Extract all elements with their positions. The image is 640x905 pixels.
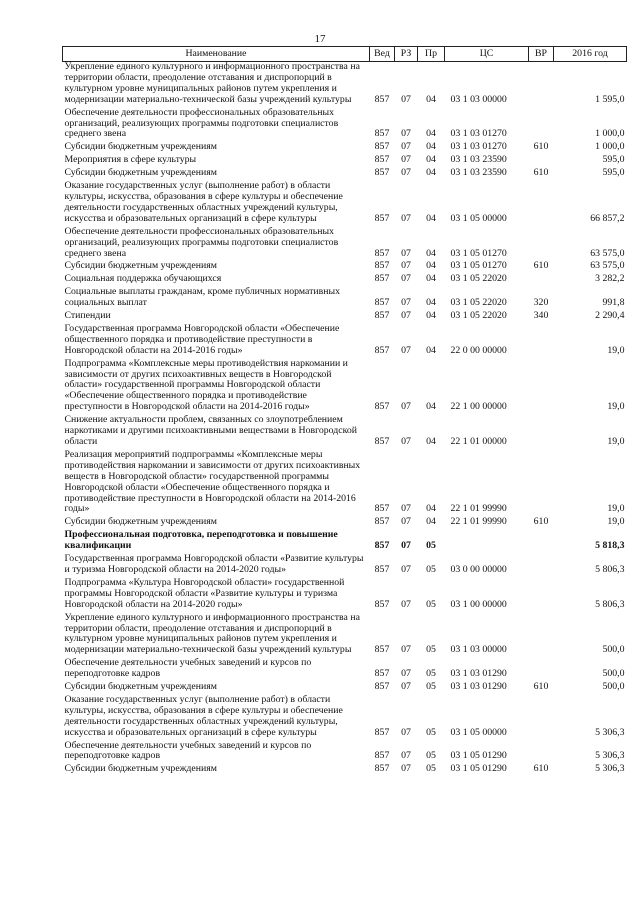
row-vr (529, 227, 554, 262)
row-pr: 05 (426, 598, 436, 610)
row-name: Укрепление единого культурного и информационного пространства на территории области, преодоление отставания и диспропорций в культурном уровне муниципальных районов путем укрепления и модернизации материально-технической базы учреждений культуры (64, 61, 360, 105)
table-row (63, 741, 627, 765)
header-cs: ЦС (445, 47, 529, 62)
row-rz: 07 (401, 401, 411, 413)
row-pr: 04 (426, 436, 436, 447)
row-name: Социальная поддержка обучающихся (64, 273, 222, 285)
row-cs: 22 1 01 00000 (450, 436, 507, 447)
table-row (63, 578, 627, 613)
row-ved: 857 (374, 260, 390, 272)
row-ved: 857 (374, 344, 390, 356)
row-ved: 857 (374, 401, 390, 413)
row-pr: 04 (426, 503, 436, 515)
row-ved: 857 (374, 763, 390, 775)
row-rz: 07 (401, 750, 411, 762)
row-pr: 05 (426, 644, 436, 656)
row-name: Социальные выплаты гражданам, кроме публичных нормативных социальных выплат (64, 286, 340, 309)
table-row (63, 415, 627, 450)
row-rz: 07 (401, 681, 411, 693)
header-year: 2016 год (554, 47, 627, 62)
row-ved: 857 (374, 516, 390, 528)
row-amount: 1 000,0 (595, 141, 625, 153)
row-pr: 05 (426, 681, 436, 693)
row-rz: 07 (401, 540, 411, 552)
row-cs: 03 1 05 22020 (450, 297, 507, 309)
table-row (63, 324, 627, 359)
row-ved: 857 (374, 726, 390, 738)
row-ved: 857 (374, 154, 390, 166)
row-vr: 610 (533, 167, 549, 179)
row-vr: 610 (533, 681, 549, 693)
row-name: Обеспечение деятельности профессиональных образовательных организаций, реализующих программы подготовки специалистов среднего звена (64, 225, 339, 259)
row-amount: 5 306,3 (595, 763, 625, 775)
row-vr: 610 (533, 141, 549, 153)
row-amount: 5 818,3 (595, 540, 625, 552)
table-row (63, 287, 627, 311)
row-amount: 19,0 (607, 503, 625, 515)
row-ved: 857 (374, 141, 390, 153)
table-row (63, 108, 627, 143)
row-rz: 07 (401, 763, 411, 775)
row-vr (529, 415, 554, 450)
row-amount: 595,0 (602, 154, 625, 166)
row-name: Субсидии бюджетным учреждениям (64, 516, 217, 528)
row-rz: 07 (401, 93, 411, 105)
row-rz: 07 (401, 644, 411, 656)
row-name: Стипендии (64, 310, 111, 322)
row-rz: 07 (401, 668, 411, 680)
row-rz: 07 (401, 297, 411, 309)
page-number: 17 (314, 33, 326, 45)
row-name: Подпрограмма «Культура Новгородской области» государственной программы Новгородской области «Развитие культуры и туризма Новгородской области на 2014-2020 годы» (64, 576, 345, 610)
row-pr: 04 (426, 167, 436, 179)
row-ved: 857 (374, 750, 390, 762)
row-pr: 04 (426, 128, 436, 140)
row-rz: 07 (401, 141, 411, 153)
row-name: Субсидии бюджетным учреждениям (64, 763, 217, 775)
row-amount: 991,8 (602, 297, 625, 309)
row-ved: 857 (374, 436, 390, 447)
row-ved: 857 (374, 681, 390, 693)
row-vr (529, 359, 554, 416)
row-cs: 03 1 05 22020 (450, 273, 507, 285)
row-cs: 03 1 05 01290 (450, 750, 507, 762)
row-name: Субсидии бюджетным учреждениям (64, 167, 217, 179)
row-amount: 3 282,2 (595, 273, 625, 285)
row-rz: 07 (401, 260, 411, 272)
row-pr: 04 (426, 401, 436, 413)
row-name: Укрепление единого культурного и информационного пространства на территории области, преодоление отставания и диспропорций в культурном уровне муниципальных районов путем укрепления и модернизации материально-технической базы учреждений культуры (64, 611, 360, 656)
row-name: Снижение актуальности проблем, связанных со злоупотреблением наркотиками и другими психоактивными веществами в Новгородской области (64, 414, 358, 447)
row-vr (529, 108, 554, 143)
row-cs: 03 1 03 01270 (450, 141, 507, 153)
row-ved: 857 (374, 310, 390, 322)
row-cs: 03 1 03 00000 (450, 644, 507, 656)
row-rz: 07 (401, 154, 411, 166)
row-vr: 320 (533, 297, 549, 309)
row-name: Обеспечение деятельности учебных заведений и курсов по переподготовке кадров (64, 739, 312, 762)
row-name: Государственная программа Новгородской области «Обеспечение общественного порядка и противодействие преступности в Новгородской области на 2014-2016 годы» (64, 322, 340, 356)
header-ved: Вед (370, 47, 395, 62)
row-ved: 857 (374, 668, 390, 680)
row-vr (529, 741, 554, 765)
row-name: Обеспечение деятельности учебных заведений и курсов по переподготовке кадров (64, 657, 312, 680)
row-amount: 63 575,0 (590, 260, 625, 272)
row-amount: 5 306,3 (595, 750, 625, 762)
row-pr: 05 (426, 726, 436, 738)
row-amount: 500,0 (602, 644, 625, 656)
row-ved: 857 (374, 128, 390, 140)
row-pr: 05 (426, 668, 436, 680)
header-name: Наименование (63, 47, 370, 62)
row-vr (529, 613, 554, 659)
row-amount: 19,0 (607, 436, 625, 447)
row-ved: 857 (374, 273, 390, 285)
row-amount: 1 000,0 (595, 128, 625, 140)
row-ved: 857 (374, 297, 390, 309)
row-cs: 03 1 05 22020 (450, 310, 507, 322)
row-pr: 05 (426, 540, 436, 552)
row-name: Субсидии бюджетным учреждениям (64, 141, 217, 153)
row-ved: 857 (374, 644, 390, 656)
row-cs: 03 1 00 00000 (450, 598, 507, 610)
row-ved: 857 (374, 598, 390, 610)
table-row (63, 311, 627, 324)
table-row (63, 613, 627, 659)
row-rz: 07 (401, 516, 411, 528)
row-cs: 03 1 05 01270 (450, 247, 507, 259)
row-vr: 610 (533, 763, 549, 775)
row-name: Государственная программа Новгородской области «Развитие культуры и туризма Новгородской области на 2014-2020 годы» (64, 553, 364, 575)
row-pr: 04 (426, 212, 436, 224)
row-pr: 04 (426, 260, 436, 272)
row-cs: 03 1 03 01290 (450, 681, 507, 693)
row-cs (445, 530, 529, 554)
row-cs: 03 1 03 23590 (450, 154, 507, 166)
table-row (63, 62, 627, 108)
row-rz: 07 (401, 212, 411, 224)
row-pr: 04 (426, 297, 436, 309)
row-vr (529, 274, 554, 287)
row-cs: 22 1 01 99990 (450, 503, 507, 515)
row-amount: 500,0 (602, 668, 625, 680)
row-rz: 07 (401, 436, 411, 447)
row-rz: 07 (401, 310, 411, 322)
row-pr: 04 (426, 93, 436, 105)
row-name: Субсидии бюджетным учреждениям (64, 260, 217, 272)
row-cs: 03 1 05 00000 (450, 212, 507, 224)
row-amount: 19,0 (607, 344, 625, 356)
row-cs: 22 1 00 00000 (450, 401, 507, 413)
table-row (63, 554, 627, 578)
row-name: Оказание государственных услуг (выполнение работ) в области культуры, искусства, образования в сфере культуры и обеспечение деятельности государственных областных учреждений культуры, искусства и образовательных организаций в сфере культуры (64, 180, 343, 224)
table-body (63, 62, 627, 778)
row-name: Подпрограмма «Комплексные меры противодействия наркомании и зависимости от других психоактивных веществ в Новгородской области» государственной программы Новгородской области «Обеспечение общественного порядка и противодействие преступности в Новгородской области на 2014-2016 годы» (64, 357, 348, 413)
row-cs: 03 1 05 00000 (450, 726, 507, 738)
table-header (63, 47, 627, 62)
row-amount: 63 575,0 (590, 247, 625, 259)
row-cs: 03 0 00 00000 (450, 563, 507, 575)
row-name: Мероприятия в сфере культуры (64, 154, 197, 166)
row-amount: 5 806,3 (595, 598, 625, 610)
row-vr (529, 658, 554, 682)
row-vr (529, 695, 554, 741)
row-amount: 5 306,3 (595, 726, 625, 738)
row-ved: 857 (374, 93, 390, 105)
row-rz: 07 (401, 598, 411, 610)
row-pr: 04 (426, 344, 436, 356)
row-vr: 610 (533, 516, 549, 528)
row-pr: 04 (426, 247, 436, 259)
table-row (63, 450, 627, 517)
row-amount: 1 595,0 (595, 93, 625, 105)
header-pr: Пр (418, 47, 445, 62)
row-cs: 22 1 01 99990 (450, 516, 507, 528)
table-row (63, 227, 627, 262)
table-row (63, 682, 627, 695)
table-row (63, 359, 627, 416)
row-rz: 07 (401, 726, 411, 738)
row-amount: 19,0 (607, 516, 625, 528)
header-vr: ВР (529, 47, 554, 62)
row-name: Оказание государственных услуг (выполнение работ) в области культуры, искусства, образования в сфере культуры и обеспечение деятельности государственных областных учреждений культуры, искусства и образовательных организаций в сфере культуры (64, 693, 343, 738)
table-row (63, 181, 627, 227)
row-pr: 04 (426, 273, 436, 285)
row-ved: 857 (374, 212, 390, 224)
row-amount: 2 290,4 (595, 310, 625, 322)
row-pr: 04 (426, 516, 436, 528)
row-amount: 66 857,2 (590, 212, 625, 224)
row-cs: 03 1 03 23590 (450, 167, 507, 179)
row-cs: 03 1 03 01270 (450, 128, 507, 140)
row-name: Субсидии бюджетным учреждениям (64, 681, 217, 693)
row-rz: 07 (401, 503, 411, 515)
budget-table (62, 46, 627, 777)
row-pr: 04 (426, 154, 436, 166)
row-pr: 05 (426, 763, 436, 775)
row-rz: 07 (401, 167, 411, 179)
row-rz: 07 (401, 344, 411, 356)
row-vr (529, 181, 554, 227)
row-ved: 857 (374, 503, 390, 515)
row-vr (529, 450, 554, 517)
row-vr (529, 62, 554, 108)
row-name: Реализация мероприятий подпрограммы «Комплексные меры противодействия наркомании и зависимости от других психоактивных веществ в Новгородской области» государственной программы Новгородской области «Обеспечение общественного порядка и противодействие преступности в Новгородской области на 2014-2016 годы» (64, 448, 361, 515)
row-cs: 03 1 03 00000 (450, 93, 507, 105)
row-pr: 05 (426, 750, 436, 762)
row-name: Профессиональная подготовка, переподготовка и повышение квалификации (64, 529, 338, 552)
row-ved: 857 (374, 247, 390, 259)
row-rz: 07 (401, 128, 411, 140)
row-cs: 03 1 03 01290 (450, 668, 507, 680)
row-vr: 340 (533, 310, 549, 322)
row-amount: 19,0 (607, 401, 625, 413)
row-rz: 07 (401, 563, 411, 575)
row-cs: 22 0 00 00000 (450, 344, 507, 356)
row-name: Обеспечение деятельности профессиональных образовательных организаций, реализующих программы подготовки специалистов среднего звена (64, 106, 339, 140)
row-pr: 04 (426, 141, 436, 153)
row-vr (529, 578, 554, 613)
row-vr (529, 324, 554, 359)
row-vr (529, 554, 554, 578)
row-amount: 595,0 (602, 167, 625, 179)
row-vr: 610 (533, 260, 549, 272)
row-pr: 04 (426, 310, 436, 322)
row-amount: 5 806,3 (595, 563, 625, 575)
row-ved: 857 (374, 563, 390, 575)
row-cs: 03 1 05 01270 (450, 260, 507, 272)
header-row (63, 47, 627, 62)
row-ved: 857 (374, 540, 390, 552)
row-pr: 05 (426, 563, 436, 575)
table-row (63, 695, 627, 741)
row-rz: 07 (401, 247, 411, 259)
row-vr (529, 530, 554, 554)
header-rz: РЗ (395, 47, 418, 62)
table-row (63, 764, 627, 777)
row-ved: 857 (374, 167, 390, 179)
table-row (63, 658, 627, 682)
row-rz: 07 (401, 273, 411, 285)
table-row (63, 530, 627, 554)
row-cs: 03 1 05 01290 (450, 763, 507, 775)
row-amount: 500,0 (602, 681, 625, 693)
